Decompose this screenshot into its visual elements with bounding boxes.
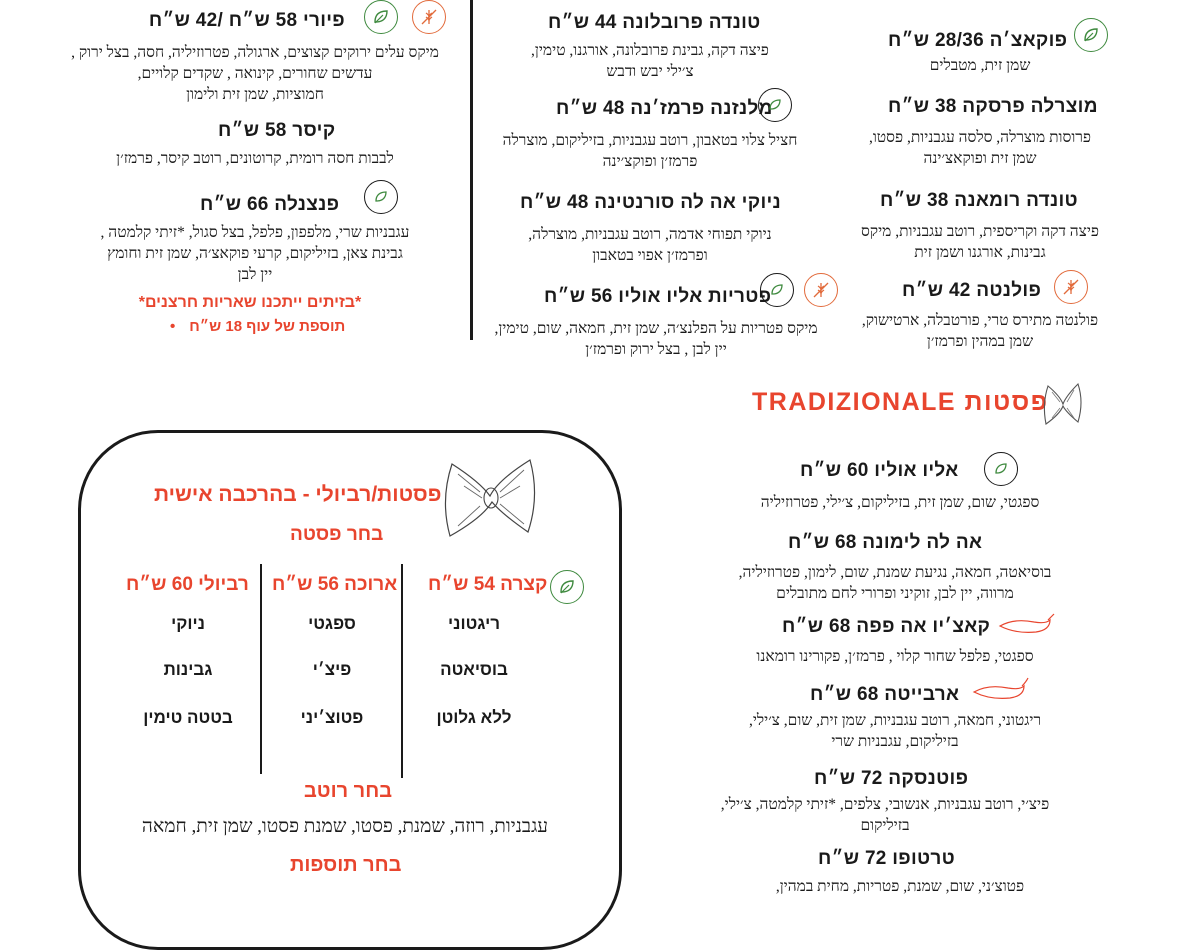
item-title-funghi: פטריות אליו אוליו 56 ש״ח: [544, 286, 772, 307]
pasta-column-header-long: ארוכה 56 ש״ח: [272, 574, 398, 595]
farfalle-sketch-icon: [440, 452, 540, 542]
item-title-gnocchi: ניוקי אה לה סורנטינה 48 ש״ח: [520, 192, 782, 213]
gluten-free-icon: [804, 273, 838, 307]
gluten-free-icon: [1054, 270, 1088, 304]
trad-item-desc: ריגטוני, חמאה, רוטב עגבניות, שמן זית, שום, צ׳ילי, בזיליקום, עגבניות שרי: [748, 712, 1042, 750]
trad-item-title: טרטופו 72 ש״ח: [818, 848, 955, 869]
farfalle-sketch-icon: [1040, 378, 1086, 430]
chili-icon: [996, 612, 1056, 638]
item-desc-gnocchi: ניוקי תפוחי אדמה, רוטב עגבניות, מוצרלה, ופרמז׳ן אפוי בטאבון: [528, 226, 772, 264]
pasta-option: ללא גלוטן: [436, 708, 512, 727]
item-desc-tonda-romana: פיצה דקה וקריספית, רוטב עגבניות, מיקס גבינות, אורגנו ושמן זית: [860, 223, 1100, 261]
trad-item-title: אה לה לימונה 68 ש״ח: [788, 532, 983, 553]
item-title-melanzane: מלנזנה פרמז׳נה 48 ש״ח: [556, 98, 773, 119]
item-title-piori: פיורי 58 ש״ח /42 ש״ח: [148, 10, 345, 31]
vegan-leaf-icon: [1074, 18, 1108, 52]
trad-item-desc: בוסיאטה, חמאה, נגיעת שמנת, שום, לימון, פטרוזיליה, מרווה, יין לבן, זוקיני ופרורי לחם מתובלים: [738, 564, 1052, 602]
item-title-polenta: פולנטה 42 ש״ח: [902, 280, 1042, 301]
item-title-tonda-provolone: טונדה פרובלונה 44 ש״ח: [548, 12, 761, 33]
item-desc-polenta: פולנטה מתירס טרי, פורטבלה, ארטישוק, שמן במהין ופרמז׳ן: [861, 312, 1099, 350]
item-title-tonda-romana: טונדה רומאנה 38 ש״ח: [880, 190, 1078, 211]
chili-icon: [970, 676, 1030, 702]
item-title-mozzarella: מוצרלה פרסקה 38 ש״ח: [888, 96, 1098, 117]
item-desc-funghi: מיקס פטריות על הפלנצ׳ה, שמן זית, חמאה, שום, טימין, יין לבן , בצל ירוק ופרמז׳ן: [494, 320, 818, 358]
item-desc-focaccia: שמן זית, מטבלים: [929, 57, 1031, 74]
vegan-leaf-icon: [550, 570, 584, 604]
pasta-option: ריגטוני: [447, 614, 500, 633]
item-title-panzanella: פנצנלה 66 ש״ח: [200, 194, 340, 215]
choose-sauce-heading: בחר רוטב: [304, 780, 393, 802]
trad-item-title: קאצ׳יו אה פפה 68 ש״ח: [782, 616, 991, 637]
pasta-option: גבינות: [163, 660, 213, 679]
leaf-cycle-icon: [758, 88, 792, 122]
pasta-option: פיצ׳י: [312, 660, 352, 679]
sauce-list: עגבניות, רוזה, שמנת, פסטו, שמנת פסטו, שמן זית, חמאה: [141, 816, 549, 837]
pasta-option: ספגטי: [308, 614, 356, 633]
pasta-option: בטטה טימין: [143, 708, 233, 727]
pasta-option: בוסיאטה: [440, 660, 508, 679]
trad-item-title: פוטנסקה 72 ש״ח: [814, 768, 969, 789]
pasta-column-header-short: קצרה 54 ש״ח: [428, 574, 548, 595]
trad-item-desc: פטוצ׳ני, שום, שמנת, פטריות, מחית במהין,: [775, 878, 1025, 895]
vegan-leaf-icon: [364, 0, 398, 34]
trad-item-title: ארבייטה 68 ש״ח: [810, 684, 960, 705]
item-desc-panzanella: עגבניות שרי, מלפפון, פלפל, בצל סגול, *זיתי קלמטה , גבינת צאן, בזיליקום, קרעי פוקאצ׳ה, שמן זית וחומץ יין לבן: [100, 224, 410, 283]
trad-item-desc: פיצ׳י, רוטב עגבניות, אנשובי, צלפים, *זיתי קלמטה, צ׳ילי, בזיליקום: [720, 796, 1050, 834]
item-title-caesar: קיסר 58 ש״ח: [218, 120, 336, 141]
choose-pasta-heading: בחר פסטה: [290, 524, 384, 545]
trad-item-desc: ספגטי, פלפל שחור קלוי , פרמז׳ן, פקורינו רומאנו: [756, 648, 1034, 665]
gluten-free-icon: [412, 0, 446, 34]
chicken-addon: תוספת של עוף 18 ש״ח•: [170, 318, 346, 335]
trad-item-title: אליו אוליו 60 ש״ח: [800, 460, 959, 481]
choose-extras-heading: בחר תוספות: [290, 854, 402, 876]
item-title-focaccia: פוקאצ׳ה 28/36 ש״ח: [888, 30, 1068, 51]
column-divider: [470, 0, 473, 340]
pasta-option: פטוצ׳יני: [300, 708, 364, 727]
leaf-cycle-icon: [364, 180, 398, 214]
pasta-option: ניוקי: [171, 614, 205, 633]
item-desc-tonda-provolone: פיצה דקה, גבינת פרובלונה, אורגנו, טימין, צ׳ילי יבש ודבש: [531, 42, 769, 80]
item-desc-piori: מיקס עלים ירוקים קצוצים, ארגולה, פטרוזיליה, חסה, בצל ירוק , עדשים שחורים, קינואה , שקדים קלויים, חמוציות, שמן זית ולימון: [71, 44, 439, 103]
tradizionale-header: TRADIZIONALE פסטות: [752, 388, 1049, 416]
trad-item-desc: ספגטי, שום, שמן זית, בזיליקום, צ׳ילי, פטרוזיליה: [760, 494, 1040, 511]
leaf-cycle-icon: [984, 452, 1018, 486]
item-desc-caesar: לבבות חסה רומית, קרוטונים, רוטב קיסר, פרמז׳ן: [116, 150, 394, 167]
pits-note: *בזיתים ייתכנו שאריות חרצנים*: [138, 294, 362, 311]
item-desc-mozzarella: פרוסות מוצרלה, סלסה עגבניות, פסטו, שמן זית ופוקאצ׳ינה: [868, 129, 1092, 167]
item-desc-melanzane: חציל צלוי בטאבון, רוטב עגבניות, בזיליקום, מוצרלה פרמז׳ן ופוקצ׳ינה: [502, 132, 798, 170]
leaf-cycle-icon: [760, 273, 794, 307]
custom-title: פסטות/רביולי - בהרכבה אישית: [154, 483, 442, 506]
pasta-column-header-ravioli: רביולי 60 ש״ח: [126, 574, 249, 595]
